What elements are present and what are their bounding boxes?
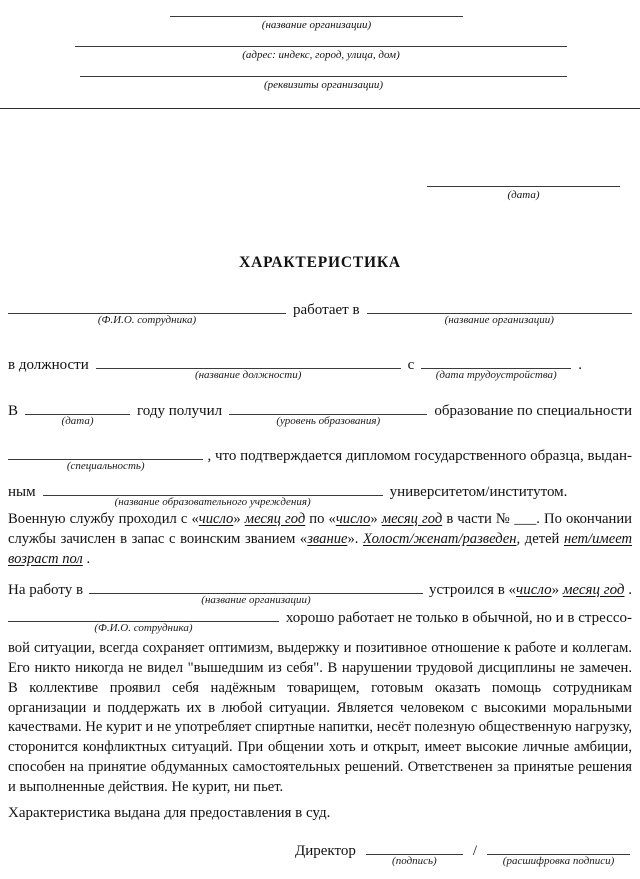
hired-organization-field — [89, 579, 423, 606]
specialty-hint: (специальность) — [66, 460, 145, 473]
period-text: . — [578, 356, 582, 373]
education-year-field — [25, 400, 130, 427]
row-employee-works — [8, 299, 632, 327]
employee-name-field — [8, 299, 286, 327]
education-level-hint: (уровень образования) — [276, 414, 381, 427]
position-label: в должности — [8, 356, 89, 373]
works-in-text: работает в — [293, 302, 360, 319]
slash-text: / — [472, 842, 478, 859]
director-label: Директор — [295, 842, 356, 859]
specialty-field — [8, 445, 203, 473]
signature-name-hint: (расшифровка подписи) — [502, 854, 615, 867]
institution-field — [43, 481, 383, 509]
purpose-line: Характеристика выдана для предоставления в суд. — [8, 804, 331, 821]
since-text: с — [407, 356, 415, 373]
date-hint: (дата) — [507, 189, 540, 201]
row-specialty — [8, 445, 632, 473]
employment-date-hint: (дата трудоустройства) — [435, 368, 557, 381]
employee-name-hint-2: (Ф.И.О. сотрудника) — [94, 621, 193, 634]
education-text-2: году получил — [137, 402, 223, 419]
institution-hint: (название образовательного учреждения) — [114, 496, 311, 509]
signature-name-field — [487, 840, 630, 867]
org-header — [8, 3, 632, 92]
header-divider — [0, 108, 640, 109]
position-field — [96, 354, 401, 381]
employee-name-field-2 — [8, 607, 279, 634]
row-position — [8, 354, 582, 381]
date-line — [427, 172, 620, 187]
employee-name-hint: (Ф.И.О. сотрудника) — [97, 314, 197, 327]
university-text-2: университетом/институтом. — [389, 484, 568, 501]
row-hired — [8, 579, 632, 606]
hired-label: На работу в — [8, 581, 84, 598]
specialty-text: , что подтверждается дипломом государственного образца, выдан- — [207, 448, 632, 465]
signature-field — [366, 840, 463, 867]
education-text-3: образование по специальности — [434, 402, 632, 419]
date-block — [427, 172, 620, 202]
org-details-line — [80, 62, 567, 77]
signature-row — [295, 840, 632, 867]
organization-name-field — [367, 299, 632, 327]
military-service-paragraph: Военную службу проходил с «число» месяц год по «число» месяц год в части № ___. По окончании службы зачислен в запас с воинским званием «звание». Холост/женат/разведен, детей нет/имеет возраст пол . — [8, 510, 633, 568]
row-university — [8, 481, 632, 509]
characteristic-paragraph: вой ситуации, всегда сохраняет оптимизм, выдержку и позитивное отношение к работе и коллегам. Его никто никогда не видел "вышедшим из себя". В нарушении трудовой дисциплины не замечен. В коллективе проявил себя надёжным товарищем, готовым оказать помощь сотрудникам организации и поддержать их в любой ситуации. Является человеком с высокими моральными качествами. Не курит и не употребляет спиртные напитки, несёт полезную общественную нагрузку, сторонится конфликтных ситуаций. При общении хоть и открыт, имеет высокие личные амбиции, способен на принятие обдуманных самостоятельных решений. Ответственен за принятые решения и выполненные действия. Не курит, ни пьет. — [8, 640, 632, 795]
stress-intro-text: хорошо работает не только в обычной, но и в стрессо- — [285, 609, 632, 626]
org-address-line — [75, 32, 567, 47]
org-name-line — [170, 3, 463, 17]
education-text-1: В — [8, 402, 19, 419]
row-education — [8, 400, 632, 427]
document-title: ХАРАКТЕРИСТИКА — [239, 254, 401, 271]
university-text-1: ным — [8, 484, 36, 501]
education-year-hint: (дата) — [61, 414, 94, 427]
signature-hint: (подпись) — [392, 854, 437, 867]
organization-name-hint: (название организации) — [444, 314, 554, 327]
org-details-hint: (реквизиты организации) — [263, 79, 384, 91]
hired-organization-hint: (название организации) — [201, 593, 311, 606]
education-level-field — [229, 400, 427, 427]
hired-date-text: устроился в «число» месяц год . — [428, 581, 632, 598]
employment-date-field — [421, 354, 571, 381]
position-hint: (название должности) — [194, 368, 302, 381]
row-stress-intro — [8, 607, 632, 634]
org-address-hint: (адрес: индекс, город, улица, дом) — [242, 49, 400, 61]
org-name-hint: (название организации) — [261, 19, 372, 31]
